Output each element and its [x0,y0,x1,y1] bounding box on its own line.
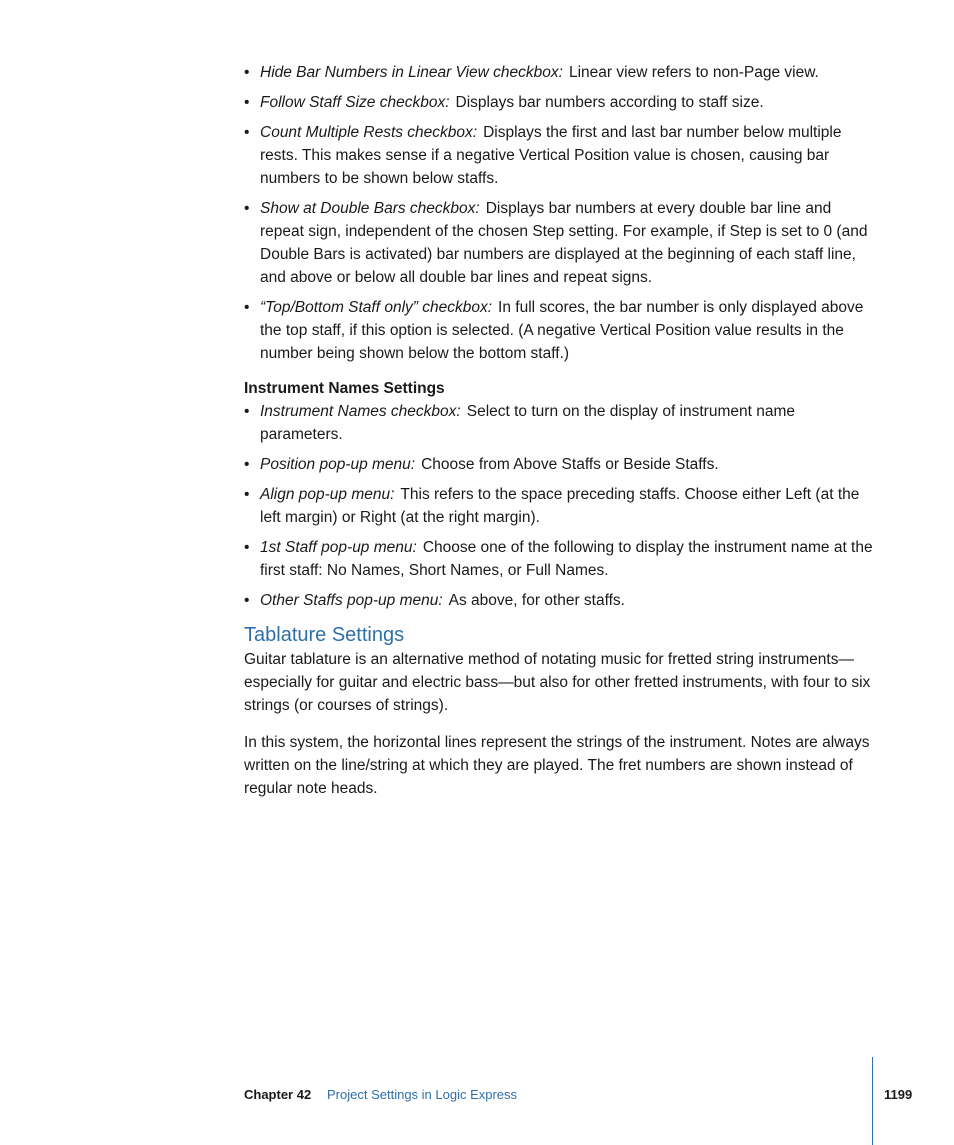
bullet: • [244,124,250,141]
option-description: Displays bar numbers at every double bar line and repeat sign, independent of the chosen Step setting. For example, if Step is set to 0 (and Double Bars is activated) bar numbers are displayed at the beginning of each staff line, and above or below all double bar lines and repeat signs. [260,200,868,286]
option-term: Count Multiple Rests checkbox: [260,124,478,141]
option-description: Choose one of the following to display the instrument name at the first staff: No Names, Short Names, or Full Names. [260,539,873,579]
instrument-names-heading: Instrument Names Settings [244,380,445,397]
option-term: Follow Staff Size checkbox: [260,94,450,111]
list-item [244,197,876,289]
option-description: This refers to the space preceding staffs. Choose either Left (at the left margin) or Right (at the right margin). [260,486,860,526]
bullet: • [244,456,250,473]
page-number: 1199 [884,1087,913,1102]
bullet: • [244,539,250,556]
body-paragraph: Guitar tablature is an alternative method of notating music for fretted string instruments—especially for guitar and electric bass—but also for other fretted instruments, with four to six strings (or courses of strings). [244,651,871,714]
list-item [244,61,876,84]
footer-divider [872,1057,873,1145]
option-term: “Top/Bottom Staff only” checkbox: [260,299,493,316]
bullet: • [244,486,250,503]
option-term: 1st Staff pop-up menu: [260,539,417,556]
option-description: Select to turn on the display of instrument name parameters. [260,403,795,443]
footer-chapter-label: Chapter 42 [244,1087,312,1102]
footer-chapter-title: Project Settings in Logic Express [327,1087,518,1102]
list-item [244,536,876,582]
option-term: Position pop-up menu: [260,456,416,473]
option-description: Linear view refers to non-Page view. [568,64,819,81]
option-term: Align pop-up menu: [260,486,395,503]
option-description: Choose from Above Staffs or Beside Staffs. [421,456,719,473]
list-item [244,453,876,476]
bullet: • [244,64,250,81]
option-description: Displays the first and last bar number below multiple rests. This makes sense if a negative Vertical Position value is chosen, causing bar numbers to be shown below staffs. [260,124,842,187]
bullet: • [244,592,250,609]
option-term: Instrument Names checkbox: [260,403,461,420]
option-description: In full scores, the bar number is only displayed above the top staff, if this option is selected. (A negative Vertical Position value results in the number being shown below the bottom staff.) [260,299,864,362]
option-term: Show at Double Bars checkbox: [260,200,480,217]
page-content [244,61,876,814]
list-item [244,400,876,446]
bullet: • [244,403,250,420]
tablature-settings-heading: Tablature Settings [244,624,405,646]
bar-number-options-list [244,61,876,365]
bullet: • [244,94,250,111]
list-item [244,91,876,114]
list-item [244,121,876,190]
option-description: As above, for other staffs. [448,592,625,609]
list-item [244,589,876,612]
list-item [244,296,876,365]
option-description: Displays bar numbers according to staff size. [455,94,764,111]
bullet: • [244,299,250,316]
list-item [244,483,876,529]
option-term: Other Staffs pop-up menu: [260,592,443,609]
bullet: • [244,200,250,217]
option-term: Hide Bar Numbers in Linear View checkbox: [260,64,563,81]
instrument-names-options-list [244,400,876,612]
body-paragraph: In this system, the horizontal lines represent the strings of the instrument. Notes are always written on the line/string at which they are played. The fret numbers are shown instead of regular note heads. [244,734,870,797]
